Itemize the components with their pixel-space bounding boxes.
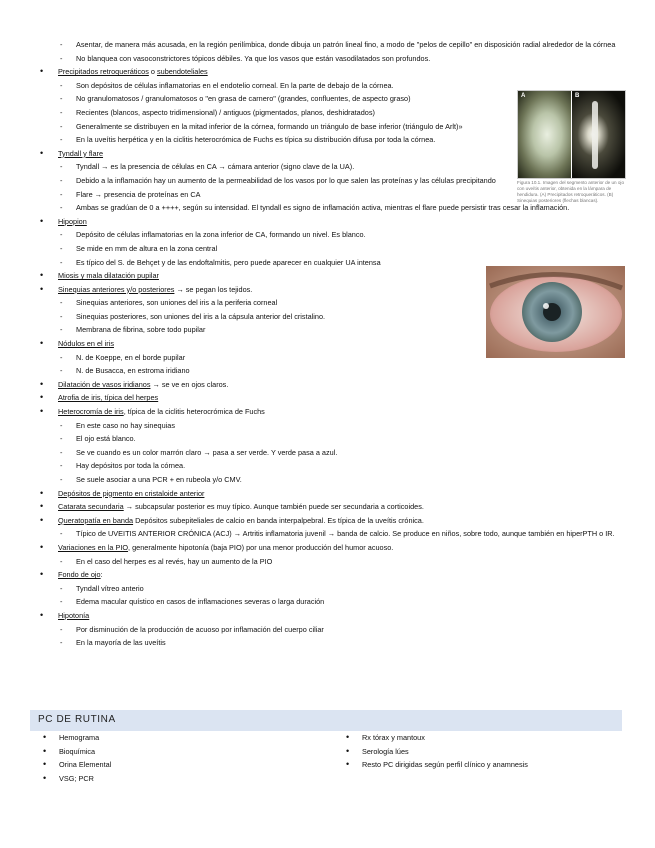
pc-item: • Bioquímica bbox=[37, 745, 111, 759]
bullet-heading: Catarata secundaria bbox=[58, 502, 124, 512]
bullet-item bbox=[40, 487, 625, 501]
eye-photo bbox=[486, 266, 625, 358]
sub-text: En la uveítis herpética y en la ciclitis heterocrómica de Fuchs es típica su distribución difusa por toda la córnea. bbox=[76, 135, 436, 145]
bullet-heading: Dilatación de vasos iridianos bbox=[58, 379, 151, 389]
bullet-item bbox=[40, 405, 625, 419]
sub-item bbox=[40, 582, 625, 596]
bullet-connector: o bbox=[148, 67, 157, 77]
bullet-text: → se pegan los tejidos. bbox=[174, 284, 253, 294]
sub-text: Depósito de células inflamatorias en la zona inferior de CA, formando un nivel. Es blanco. bbox=[76, 230, 366, 240]
bullet-text: → se ve en ojos claros. bbox=[150, 379, 229, 389]
bullet-heading: Sinequias anteriores y/o posteriores bbox=[58, 284, 175, 294]
bullet-item bbox=[40, 541, 625, 555]
bullet-item bbox=[40, 391, 625, 405]
sub-text: Por disminución de la producción de acuoso por inflamación del cuerpo ciliar bbox=[76, 624, 324, 634]
sub-item bbox=[40, 636, 625, 650]
sub-item bbox=[40, 459, 625, 473]
bullet-heading: Hipotonía bbox=[58, 610, 90, 620]
pc-list-left bbox=[37, 731, 111, 785]
figure-label-a: A bbox=[521, 93, 526, 99]
sub-item bbox=[40, 446, 625, 460]
bullet-heading: Nódulos en el iris bbox=[58, 339, 114, 349]
sub-item bbox=[40, 38, 625, 52]
sub-text: En este caso no hay sinequias bbox=[76, 420, 175, 430]
sub-item bbox=[40, 364, 625, 378]
sub-item bbox=[40, 106, 536, 120]
bullet-heading: Hipopion bbox=[58, 216, 87, 226]
pc-item: • Hemograma bbox=[37, 731, 111, 745]
sub-text: N. de Koeppe, en el borde pupilar bbox=[76, 352, 186, 362]
sub-text: En el caso del herpes es al revés, hay un aumento de la PIO bbox=[76, 556, 273, 566]
sub-item bbox=[40, 473, 625, 487]
sub-item bbox=[40, 419, 625, 433]
sub-item bbox=[40, 527, 625, 541]
bullet-item bbox=[40, 609, 625, 623]
bullet-heading: Precipitados retroqueráticos bbox=[58, 67, 149, 77]
sub-text: Típico de UVEITIS ANTERIOR CRÓNICA (ACJ) → Artritis inflamatoria juvenil → banda de calcio. Se produce en niños, sobre todo, aunque también en hiperPTH o IR. bbox=[76, 529, 615, 539]
sub-item bbox=[40, 79, 536, 93]
bullet-item bbox=[40, 215, 625, 229]
sub-text: En la mayoría de las uveítis bbox=[76, 638, 166, 648]
bullet-heading: Miosis y mala dilatación pupilar bbox=[58, 271, 159, 281]
bullet-item bbox=[40, 568, 625, 582]
sub-text: Son depósitos de células inflamatorias en el endotelio corneal. En la parte de debajo de la córnea. bbox=[76, 80, 394, 90]
sub-text: Se mide en mm de altura en la zona central bbox=[76, 243, 218, 253]
bullet-text: , generalmente hipotonía (baja PIO) por una menor producción del humor acuoso. bbox=[128, 542, 394, 552]
pc-item: • Serología lúes bbox=[340, 745, 528, 759]
bullet-text: → subcapsular posterior es muy típico. Aunque también puede ser secundaria a corticoides. bbox=[123, 502, 424, 512]
pc-item: • Resto PC dirigidas según perfil clínico y anamnesis bbox=[340, 758, 528, 772]
sub-item bbox=[40, 133, 536, 147]
sub-text: No granulomatosos / granulomatosos o "en grasa de carnero" (grandes, confluentes, de aspecto graso) bbox=[76, 94, 411, 104]
sub-text: Debido a la inflamación hay un aumento de la permeabilidad de los vasos por lo que salen las proteínas y las células precipitando bbox=[76, 175, 496, 185]
bullet-heading: Queratopatía en banda bbox=[58, 515, 134, 525]
bullet-heading: Atrofia de iris, típica del herpes bbox=[58, 393, 159, 403]
sub-item bbox=[40, 52, 625, 66]
sub-text: Se suele asociar a una PCR + en rubeola y/o CMV. bbox=[76, 475, 242, 484]
sub-item bbox=[40, 120, 536, 134]
sub-item bbox=[40, 228, 536, 242]
sub-text: Sinequias anteriores, son uniones del iris a la periferia corneal bbox=[76, 298, 278, 308]
sub-text: Sinequias posteriores, son uniones del iris a la cápsula anterior del cristalino. bbox=[76, 311, 326, 321]
bullet-heading: Depósitos de pigmento en cristaloide anterior bbox=[58, 488, 205, 498]
figure-panel-b bbox=[572, 91, 625, 178]
sub-text: Membrana de fibrina, sobre todo pupilar bbox=[76, 325, 206, 335]
sub-text: Hay depósitos por toda la córnea. bbox=[76, 461, 186, 471]
bullet-item bbox=[40, 378, 625, 392]
sub-text: Tyndall vítreo anterio bbox=[76, 583, 144, 593]
sub-text: Edema macular quístico en casos de inflamaciones severas o larga duración bbox=[76, 597, 325, 607]
bullet-heading-secondary: subendoteliales bbox=[156, 67, 208, 77]
bullet-text: Depósitos subepiteliales de calcio en banda interpalpebral. Es típica de la uveítis crónica. bbox=[133, 515, 424, 525]
bullet-item bbox=[40, 65, 625, 79]
sub-item bbox=[40, 242, 536, 256]
eye-photo-drawing bbox=[486, 266, 625, 358]
sub-item bbox=[40, 432, 625, 446]
sub-item bbox=[40, 92, 536, 106]
figure-caption: Figura 10.1. Imagen del segmento anterior de un ojo con uveítis anterior, obtenida en la lámpara de hendidura. (A) Precipitados retroqueráticos. (B) Sinequias posteriores (flechas blancas). bbox=[517, 180, 624, 203]
sub-text: Ambas se gradúan de 0 a ++++, según su intensidad. El tyndall es signo de inflamación activa, mientras el flare puede persistir tras cesar la inflamación. bbox=[76, 203, 570, 213]
bullet-text: , típica de la ciclitis heterocrómica de Fuchs bbox=[123, 407, 265, 417]
sub-item bbox=[40, 623, 625, 637]
sub-text: Generalmente se distribuyen en la mitad inferior de la córnea, formando un triángulo de base inferior (triángulo de Arlt)» bbox=[76, 121, 463, 131]
sub-text: Es típico del S. de Behçet y de las endoftalmitis, pero puede aparecer en cualquier UA intensa bbox=[76, 257, 381, 267]
sub-item bbox=[40, 256, 536, 270]
bullet-item bbox=[40, 500, 625, 514]
pc-list-right bbox=[340, 731, 528, 772]
figure-panel-a bbox=[518, 91, 571, 178]
bullet-heading: Heterocromía de iris bbox=[58, 407, 124, 417]
sub-text: Tyndall → es la presencia de células en CA → cámara anterior (signo clave de la UA). bbox=[76, 162, 355, 172]
bullet-heading: Variaciones en la PIO bbox=[58, 542, 129, 552]
bullet-text: : bbox=[100, 570, 103, 580]
sub-text: Flare → presencia de proteínas en CA bbox=[76, 189, 201, 199]
sub-text: El ojo está blanco. bbox=[76, 434, 136, 444]
sub-text: Recientes (blancos, aspecto tridimensional) / antiguos (pigmentados, planos, deshidratados) bbox=[76, 107, 375, 117]
sub-text: Se ve cuando es un color marrón claro → pasa a ser verde. Y verde pasa a azul. bbox=[76, 447, 338, 457]
pc-item: • Orina Elemental bbox=[37, 758, 111, 772]
sub-text: Asentar, de manera más acusada, en la región perilímbica, donde dibuja un patrón lineal fino, a modo de "pelos de cepillo" en disposición radial alrededor de la córnea bbox=[76, 40, 616, 49]
sub-text: N. de Busacca, en estroma iridiano bbox=[76, 366, 190, 376]
slit-lamp-figure bbox=[517, 90, 626, 179]
bullet-heading: Tyndall y flare bbox=[58, 148, 104, 158]
sub-text: No blanquea con vasoconstrictores tópicos débiles. Ya que los vasos que están vasodilatados son profundos. bbox=[76, 53, 431, 63]
section-header bbox=[30, 710, 622, 731]
pc-item: • VSG; PCR bbox=[37, 772, 111, 786]
section-title: PC DE RUTINA bbox=[38, 714, 116, 725]
bullet-item bbox=[40, 514, 625, 528]
sub-item bbox=[40, 595, 625, 609]
pc-item: • Rx tórax y mantoux bbox=[340, 731, 528, 745]
figure-label-b: B bbox=[575, 93, 580, 99]
sub-item bbox=[40, 555, 625, 569]
bullet-heading: Fondo de ojo bbox=[58, 570, 101, 580]
